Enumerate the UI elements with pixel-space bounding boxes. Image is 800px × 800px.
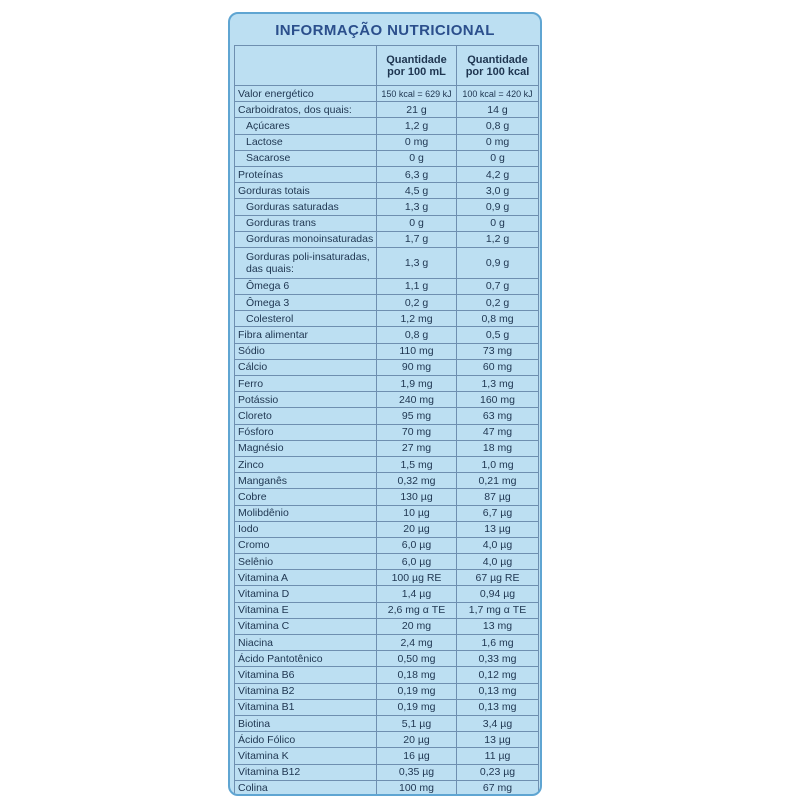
nutrient-name: Gorduras saturadas — [235, 199, 377, 215]
value-per-100kcal: 13 mg — [457, 618, 539, 634]
value-per-100ml: 6,0 µg — [377, 554, 457, 570]
value-per-100ml: 6,3 g — [377, 166, 457, 182]
nutrient-name: Ácido Fólico — [235, 732, 377, 748]
value-per-100ml: 0,18 mg — [377, 667, 457, 683]
value-per-100kcal: 0,7 g — [457, 278, 539, 294]
value-per-100ml: 6,0 µg — [377, 537, 457, 553]
nutrition-facts-title: INFORMAÇÃO NUTRICIONAL — [275, 22, 495, 39]
table-row — [235, 570, 539, 586]
value-per-100ml: 95 mg — [377, 408, 457, 424]
value-per-100kcal: 4,0 µg — [457, 554, 539, 570]
nutrient-name: Vitamina E — [235, 602, 377, 618]
value-per-100ml: 150 kcal = 629 kJ — [377, 86, 457, 102]
nutrient-name: Cobre — [235, 489, 377, 505]
table-row — [235, 86, 539, 102]
table-row — [235, 473, 539, 489]
value-per-100ml: 1,2 mg — [377, 311, 457, 327]
header-per-100ml: Quantidade por 100 mL — [377, 46, 457, 86]
value-per-100ml: 1,1 g — [377, 278, 457, 294]
value-per-100ml: 0,32 mg — [377, 473, 457, 489]
nutrient-name: Iodo — [235, 521, 377, 537]
value-per-100kcal: 6,7 µg — [457, 505, 539, 521]
nutrient-name: Sódio — [235, 343, 377, 359]
nutrient-name: Colina — [235, 780, 377, 796]
table-row — [235, 215, 539, 231]
value-per-100kcal: 14 g — [457, 102, 539, 118]
table-row — [235, 554, 539, 570]
table-row — [235, 521, 539, 537]
value-per-100kcal: 60 mg — [457, 359, 539, 375]
table-row — [235, 424, 539, 440]
value-per-100kcal: 3,0 g — [457, 183, 539, 199]
table-row — [235, 440, 539, 456]
value-per-100ml: 70 mg — [377, 424, 457, 440]
value-per-100ml: 0,35 µg — [377, 764, 457, 780]
table-row — [235, 376, 539, 392]
value-per-100kcal: 0,8 mg — [457, 311, 539, 327]
value-per-100kcal: 0,5 g — [457, 327, 539, 343]
value-per-100ml: 110 mg — [377, 343, 457, 359]
value-per-100ml: 27 mg — [377, 440, 457, 456]
value-per-100kcal: 0,33 mg — [457, 651, 539, 667]
value-per-100ml: 0,50 mg — [377, 651, 457, 667]
value-per-100kcal: 1,3 mg — [457, 376, 539, 392]
value-per-100ml: 100 µg RE — [377, 570, 457, 586]
table-row — [235, 715, 539, 731]
nutrient-name: Biotina — [235, 715, 377, 731]
nutrient-name: Vitamina D — [235, 586, 377, 602]
value-per-100ml: 0 mg — [377, 134, 457, 150]
value-per-100kcal: 11 µg — [457, 748, 539, 764]
table-row — [235, 602, 539, 618]
nutrient-name: Proteínas — [235, 166, 377, 182]
value-per-100ml: 20 mg — [377, 618, 457, 634]
value-per-100ml: 0,19 mg — [377, 699, 457, 715]
table-row — [235, 780, 539, 796]
value-per-100kcal: 0,13 mg — [457, 683, 539, 699]
table-row — [235, 683, 539, 699]
nutrient-name: Vitamina A — [235, 570, 377, 586]
header-nutrient-blank — [235, 46, 377, 86]
nutrient-name: Potássio — [235, 392, 377, 408]
value-per-100kcal: 0,8 g — [457, 118, 539, 134]
nutrient-name: Gorduras trans — [235, 215, 377, 231]
value-per-100ml: 90 mg — [377, 359, 457, 375]
table-row — [235, 732, 539, 748]
table-row — [235, 327, 539, 343]
value-per-100kcal: 0,94 µg — [457, 586, 539, 602]
value-per-100kcal: 3,4 µg — [457, 715, 539, 731]
value-per-100kcal: 0,21 mg — [457, 473, 539, 489]
value-per-100kcal: 1,7 mg α TE — [457, 602, 539, 618]
table-row — [235, 408, 539, 424]
value-per-100ml: 1,4 µg — [377, 586, 457, 602]
nutrient-name: Gorduras poli-insaturadas, das quais: — [235, 247, 377, 278]
nutrient-name: Cloreto — [235, 408, 377, 424]
value-per-100ml: 1,5 mg — [377, 456, 457, 472]
table-row — [235, 651, 539, 667]
header-per-100kcal: Quantidade por 100 kcal — [457, 46, 539, 86]
table-row — [235, 359, 539, 375]
value-per-100ml: 1,2 g — [377, 118, 457, 134]
table-row — [235, 150, 539, 166]
value-per-100kcal: 47 mg — [457, 424, 539, 440]
nutrient-name: Açúcares — [235, 118, 377, 134]
nutrient-name: Gorduras totais — [235, 183, 377, 199]
value-per-100kcal: 0,9 g — [457, 199, 539, 215]
nutrient-name: Colesterol — [235, 311, 377, 327]
table-row — [235, 199, 539, 215]
value-per-100ml: 4,5 g — [377, 183, 457, 199]
value-per-100kcal: 67 mg — [457, 780, 539, 796]
nutrient-name: Vitamina K — [235, 748, 377, 764]
value-per-100kcal: 4,0 µg — [457, 537, 539, 553]
table-row — [235, 699, 539, 715]
value-per-100kcal: 67 µg RE — [457, 570, 539, 586]
value-per-100ml: 16 µg — [377, 748, 457, 764]
nutrient-name: Lactose — [235, 134, 377, 150]
nutrition-facts-panel — [228, 12, 542, 796]
nutrient-name: Fibra alimentar — [235, 327, 377, 343]
nutrient-name: Manganês — [235, 473, 377, 489]
nutrient-name: Selênio — [235, 554, 377, 570]
table-row — [235, 537, 539, 553]
nutrient-name: Niacina — [235, 635, 377, 651]
value-per-100kcal: 0,13 mg — [457, 699, 539, 715]
value-per-100kcal: 1,6 mg — [457, 635, 539, 651]
nutrient-name: Ômega 6 — [235, 278, 377, 294]
nutrient-name: Vitamina B6 — [235, 667, 377, 683]
value-per-100kcal: 100 kcal = 420 kJ — [457, 86, 539, 102]
nutrient-name: Ferro — [235, 376, 377, 392]
value-per-100kcal: 0,12 mg — [457, 667, 539, 683]
value-per-100kcal: 13 µg — [457, 521, 539, 537]
value-per-100kcal: 0 g — [457, 150, 539, 166]
nutrient-name: Ômega 3 — [235, 295, 377, 311]
table-row — [235, 748, 539, 764]
value-per-100ml: 2,4 mg — [377, 635, 457, 651]
table-row — [235, 635, 539, 651]
value-per-100ml: 1,7 g — [377, 231, 457, 247]
table-row — [235, 183, 539, 199]
value-per-100ml: 130 µg — [377, 489, 457, 505]
table-row — [235, 102, 539, 118]
table-row — [235, 311, 539, 327]
nutrition-table — [234, 45, 539, 796]
nutrient-name: Vitamina B2 — [235, 683, 377, 699]
value-per-100ml: 240 mg — [377, 392, 457, 408]
nutrient-name: Gorduras monoinsaturadas — [235, 231, 377, 247]
value-per-100ml: 10 µg — [377, 505, 457, 521]
table-row — [235, 134, 539, 150]
nutrient-name: Cromo — [235, 537, 377, 553]
value-per-100kcal: 0,23 µg — [457, 764, 539, 780]
table-header-row — [235, 46, 539, 86]
value-per-100kcal: 18 mg — [457, 440, 539, 456]
value-per-100ml: 2,6 mg α TE — [377, 602, 457, 618]
value-per-100ml: 20 µg — [377, 732, 457, 748]
nutrient-name: Valor energético — [235, 86, 377, 102]
nutrient-name: Vitamina B1 — [235, 699, 377, 715]
table-row — [235, 278, 539, 294]
table-row — [235, 505, 539, 521]
table-row — [235, 489, 539, 505]
value-per-100ml: 100 mg — [377, 780, 457, 796]
value-per-100kcal: 4,2 g — [457, 166, 539, 182]
nutrient-name: Zinco — [235, 456, 377, 472]
value-per-100kcal: 13 µg — [457, 732, 539, 748]
value-per-100kcal: 63 mg — [457, 408, 539, 424]
value-per-100ml: 1,3 g — [377, 247, 457, 278]
value-per-100ml: 5,1 µg — [377, 715, 457, 731]
value-per-100kcal: 160 mg — [457, 392, 539, 408]
table-row — [235, 618, 539, 634]
nutrient-name: Molibdênio — [235, 505, 377, 521]
table-row — [235, 392, 539, 408]
value-per-100ml: 0 g — [377, 215, 457, 231]
table-row — [235, 764, 539, 780]
value-per-100kcal: 73 mg — [457, 343, 539, 359]
value-per-100kcal: 0,9 g — [457, 247, 539, 278]
value-per-100ml: 0 g — [377, 150, 457, 166]
value-per-100kcal: 1,0 mg — [457, 456, 539, 472]
nutrient-name: Vitamina B12 — [235, 764, 377, 780]
table-row — [235, 231, 539, 247]
nutrient-name: Cálcio — [235, 359, 377, 375]
table-row — [235, 343, 539, 359]
nutrient-name: Vitamina C — [235, 618, 377, 634]
value-per-100ml: 21 g — [377, 102, 457, 118]
value-per-100ml: 0,19 mg — [377, 683, 457, 699]
value-per-100kcal: 0,2 g — [457, 295, 539, 311]
value-per-100kcal: 1,2 g — [457, 231, 539, 247]
value-per-100ml: 0,8 g — [377, 327, 457, 343]
nutrient-name: Magnésio — [235, 440, 377, 456]
table-row — [235, 295, 539, 311]
table-row — [235, 667, 539, 683]
value-per-100ml: 20 µg — [377, 521, 457, 537]
nutrient-name: Fósforo — [235, 424, 377, 440]
value-per-100ml: 1,3 g — [377, 199, 457, 215]
value-per-100kcal: 0 mg — [457, 134, 539, 150]
table-row — [235, 166, 539, 182]
table-row — [235, 586, 539, 602]
table-row — [235, 456, 539, 472]
nutrient-name: Carboidratos, dos quais: — [235, 102, 377, 118]
value-per-100kcal: 87 µg — [457, 489, 539, 505]
nutrient-name: Sacarose — [235, 150, 377, 166]
value-per-100kcal: 0 g — [457, 215, 539, 231]
value-per-100ml: 1,9 mg — [377, 376, 457, 392]
table-row — [235, 247, 539, 278]
value-per-100ml: 0,2 g — [377, 295, 457, 311]
table-row — [235, 118, 539, 134]
nutrient-name: Ácido Pantotênico — [235, 651, 377, 667]
